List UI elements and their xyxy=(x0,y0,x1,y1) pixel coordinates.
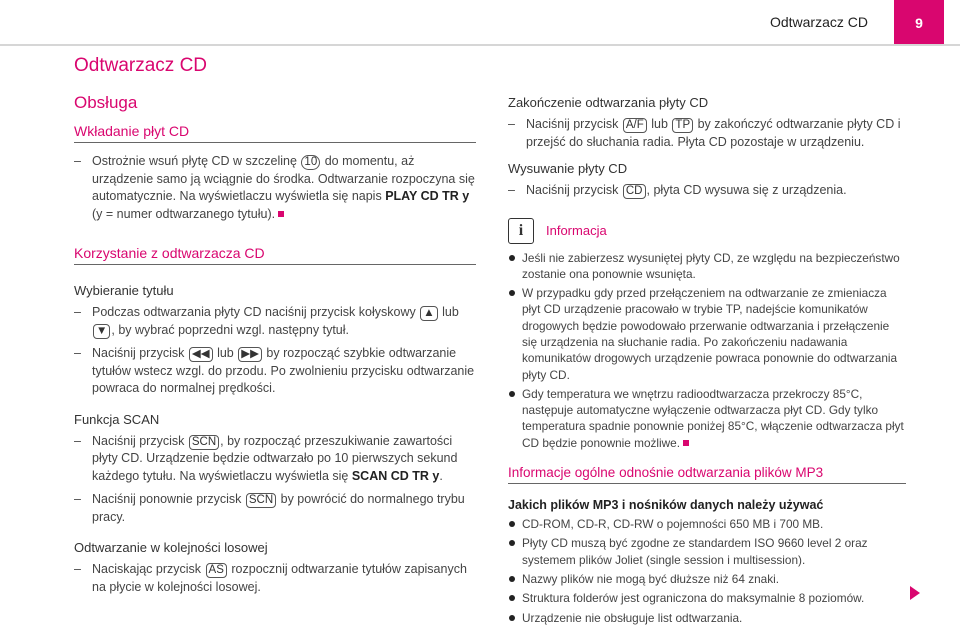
section-title: Obsługa xyxy=(74,93,138,112)
info-icon: i xyxy=(508,218,534,244)
mp3-heading: Informacje ogólne odnośnie odtwarzania plików MP3 xyxy=(508,465,906,484)
fast-forward-key: ▶▶ xyxy=(238,347,262,362)
right-column xyxy=(508,95,906,629)
end-marker xyxy=(683,440,689,446)
tp-key: TP xyxy=(672,118,693,133)
scan-heading: Funkcja SCAN xyxy=(74,411,160,427)
info-title: Informacja xyxy=(546,223,607,238)
mp3-subheading: Jakich plików MP3 i nośników danych należy używać xyxy=(508,498,824,513)
info-item: Gdy temperatura we wnętrzu radioodtwarzacza przekroczy 85°C, następuje automatyczne wyłączenie odtwarzacza płyt CD. Gdy tylko temperatura spadnie ponownie poniżej 85°C, włączenie odtwarzacza płyt CD będzie ponownie możliwe. xyxy=(508,386,906,451)
chapter-title: Odtwarzacz CD xyxy=(74,55,208,76)
info-item: W przypadku gdy przed przełączeniem na odtwarzanie ze zmieniacza płyt CD urządzenie pracowało w trybie TP, nadejście komunikatów drogowych będzie powodowało przerwanie odtwarzania i przełączenie się urządzenia na słuchanie radia. Po zakończeniu nadawania komunikatów drogowych urządzenie powraca ponownie do odtwarzania płyty CD. xyxy=(508,285,906,383)
eject-step: – Naciśnij przycisk CD , płyta CD wysuwa się z urządzenia. xyxy=(508,182,906,200)
mp3-item: Struktura folderów jest ograniczona do maksymalnie 8 poziomów. xyxy=(508,590,906,606)
running-title: Odtwarzacz CD xyxy=(769,14,868,30)
page-header xyxy=(0,0,960,45)
rocker-down-key: ▼ xyxy=(93,324,110,339)
left-column xyxy=(74,52,476,602)
af-key: A/F xyxy=(623,118,647,133)
end-marker xyxy=(278,211,284,217)
select-heading: Wybieranie tytułu xyxy=(74,283,174,298)
random-heading: Odtwarzanie w kolejności losowej xyxy=(74,540,268,555)
random-step: – Naciskając przycisk AS rozpocznij odtwarzanie tytułów zapisanych na płycie w kolejności losowej. xyxy=(74,561,476,596)
eject-heading: Wysuwanie płyty CD xyxy=(508,161,628,176)
page-number-tab: 9 xyxy=(894,0,944,45)
scn-key: SCN xyxy=(189,435,219,450)
insert-step: – Ostrożnie wsuń płytę CD w szczelinę 10 do momentu, aż urządzenie samo ją wciągnie do środka. Odtwarzanie rozpoczyna się automatycznie. Na wyświetlaczu wyświetla się napis PLAY CD TR y (y = numer odtwarzanego tytułu). xyxy=(74,153,476,223)
scan-step-1: – Naciśnij przycisk SCN , by rozpocząć przeszukiwanie zawartości płyty CD. Urządzenie będzie odtwarzało po 10 pierwszych sekund każdego tytułu. Na wyświetlaczu wyświetla się SCAN CD TR y. xyxy=(74,433,476,486)
mp3-item: Nazwy plików nie mogą być dłuższe niż 64 znaki. xyxy=(508,571,906,587)
scan-step-2: – Naciśnij ponownie przycisk SCN by powrócić do normalnego trybu pracy. xyxy=(74,491,476,526)
end-step: – Naciśnij przycisk A/F lub TP by zakończyć odtwarzanie płyty CD i przejść do słuchania radia. Płyta CD pozostaje w urządzeniu. xyxy=(508,116,906,151)
mp3-item: Urządzenie nie obsługuje list odtwarzania. xyxy=(508,610,906,626)
rewind-key: ◀◀ xyxy=(189,347,213,362)
header-divider xyxy=(0,44,960,46)
next-page-arrow-icon xyxy=(910,586,920,600)
as-key: AS xyxy=(206,563,227,578)
info-item: Jeśli nie zabierzesz wysuniętej płyty CD, ze względu na bezpieczeństwo zostanie ona ponownie wsunięta. xyxy=(508,250,906,283)
mp3-item: CD-ROM, CD-R, CD-RW o pojemności 650 MB i 700 MB. xyxy=(508,516,906,532)
select-step-2: – Naciśnij przycisk ◀◀ lub ▶▶ by rozpocząć szybkie odtwarzanie tytułów wstecz wzgl. do przodu. Po zwolnieniu przycisku odtwarzanie powraca do normalnej prędkości. xyxy=(74,345,476,398)
scn-key-2: SCN xyxy=(246,493,276,508)
rocker-up-key: ▲ xyxy=(420,306,437,321)
select-step-1: – Podczas odtwarzania płyty CD naciśnij przycisk kołyskowy ▲ lub ▼ , by wybrać poprzedni wzgl. następny tytuł. xyxy=(74,304,476,339)
info-header xyxy=(508,218,906,244)
cd-key: CD xyxy=(623,184,646,199)
slot-key-10: 10 xyxy=(301,155,320,170)
end-heading: Zakończenie odtwarzania płyty CD xyxy=(508,95,709,110)
using-heading: Korzystanie z odtwarzacza CD xyxy=(74,245,476,265)
mp3-item: Płyty CD muszą być zgodne ze standardem ISO 9660 level 2 oraz systemem plików Joliet (single session i multisession). xyxy=(508,535,906,568)
insert-heading: Wkładanie płyt CD xyxy=(74,123,476,143)
